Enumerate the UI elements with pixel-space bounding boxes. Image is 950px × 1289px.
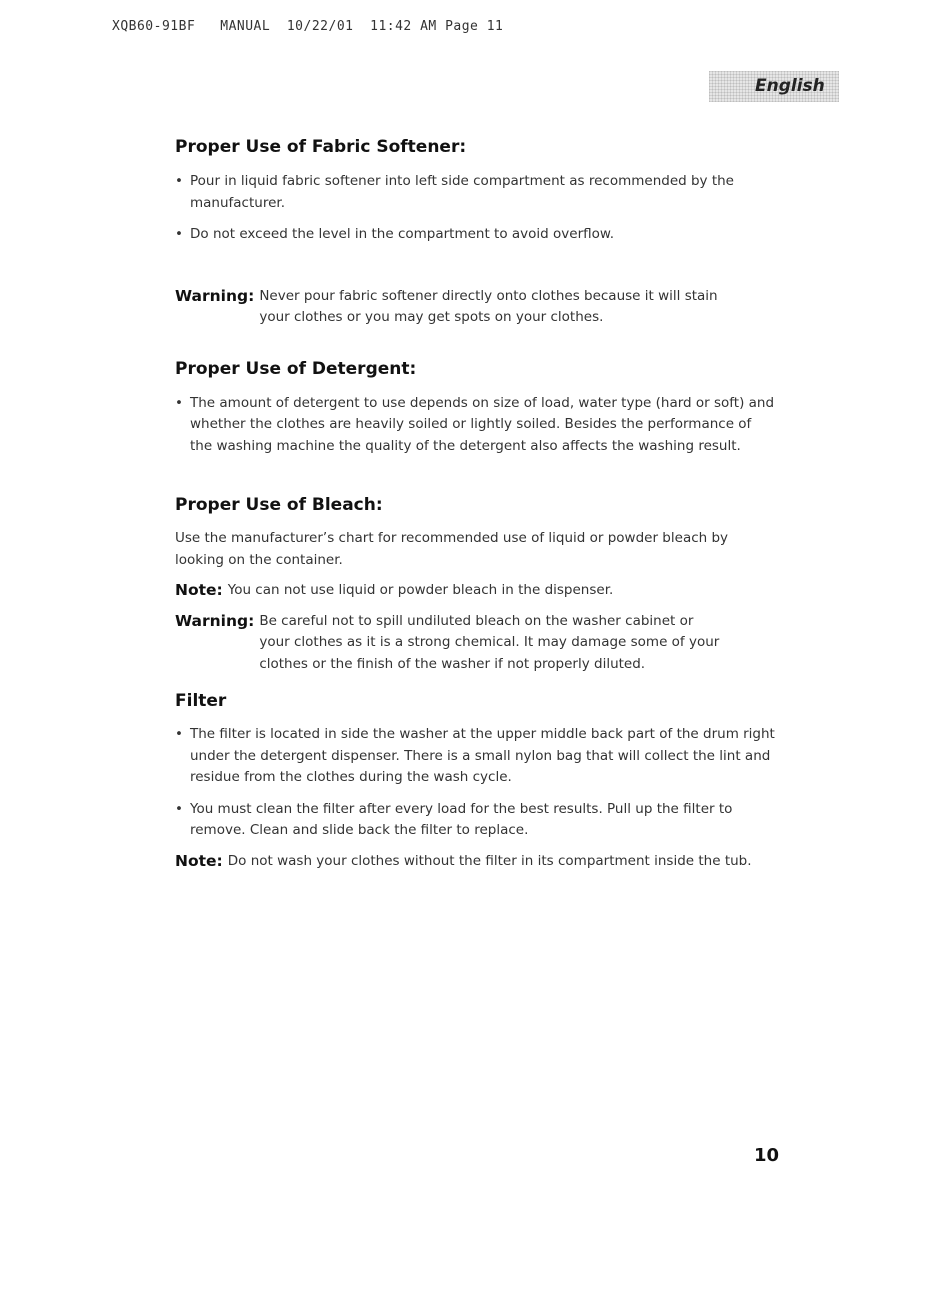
print-header: XQB60-91BF MANUAL 10/22/01 11:42 AM Page 11 <box>112 19 504 34</box>
page-number: 10 <box>754 1145 780 1166</box>
bullet-item: • The amount of detergent to use depends on size of load, water type (hard or soft) and whether the clothes are heavily soiled or lightly soiled. Besides the performance of the washing machine the quality of the detergent also affects the washing result. <box>175 393 775 458</box>
warning-text: Be careful not to spill undiluted bleach on the washer cabinet or your clothes as it is a strong chemical. It may damage some of your clothes or the finish of the washer if not properly diluted. <box>259 612 720 672</box>
bleach-warning <box>175 611 775 676</box>
language-tab-label: English <box>755 76 825 96</box>
bullet-item: • Do not exceed the level in the compartment to avoid overflow. <box>175 224 775 246</box>
section-detergent <box>175 359 775 458</box>
section-fabric-softener <box>175 137 775 329</box>
filter-note <box>175 851 775 873</box>
bullet-item: • Pour in liquid fabric softener into left side compartment as recommended by the manufacturer. <box>175 171 775 214</box>
section-title-filter: Filter <box>175 691 227 711</box>
warning-label: Warning: <box>175 286 255 305</box>
bullet-item: • The filter is located in side the washer at the upper middle back part of the drum right under the detergent dispenser. There is a small nylon bag that will collect the lint and residue from the clothes during the wash cycle. <box>175 724 775 789</box>
section-filter <box>175 691 775 872</box>
note-text: Do not wash your clothes without the filter in its compartment inside the tub. <box>227 852 752 869</box>
section-bleach <box>175 495 775 675</box>
note-label: Note: <box>175 581 223 599</box>
section-title-fabric-softener: Proper Use of Fabric Softener: <box>175 137 467 157</box>
bleach-note <box>175 580 775 602</box>
warning-text: Never pour fabric softener directly onto clothes because it will stain your clothes or you may get spots on your clothes. <box>259 287 718 325</box>
section-title-bleach: Proper Use of Bleach: <box>175 495 383 515</box>
bullet-item: • You must clean the filter after every load for the best results. Pull up the filter to remove. Clean and slide back the filter to replace. <box>175 799 775 842</box>
softener-warning <box>175 286 775 329</box>
warning-label: Warning: <box>175 611 255 630</box>
note-text: You can not use liquid or powder bleach in the dispenser. <box>227 582 614 598</box>
manual-content <box>175 137 775 872</box>
language-tab <box>709 71 839 102</box>
section-title-detergent: Proper Use of Detergent: <box>175 358 417 379</box>
bleach-instructions: Use the manufacturer’s chart for recommended use of liquid or powder bleach by looking on the container. <box>175 530 729 568</box>
note-label: Note: <box>175 851 223 870</box>
